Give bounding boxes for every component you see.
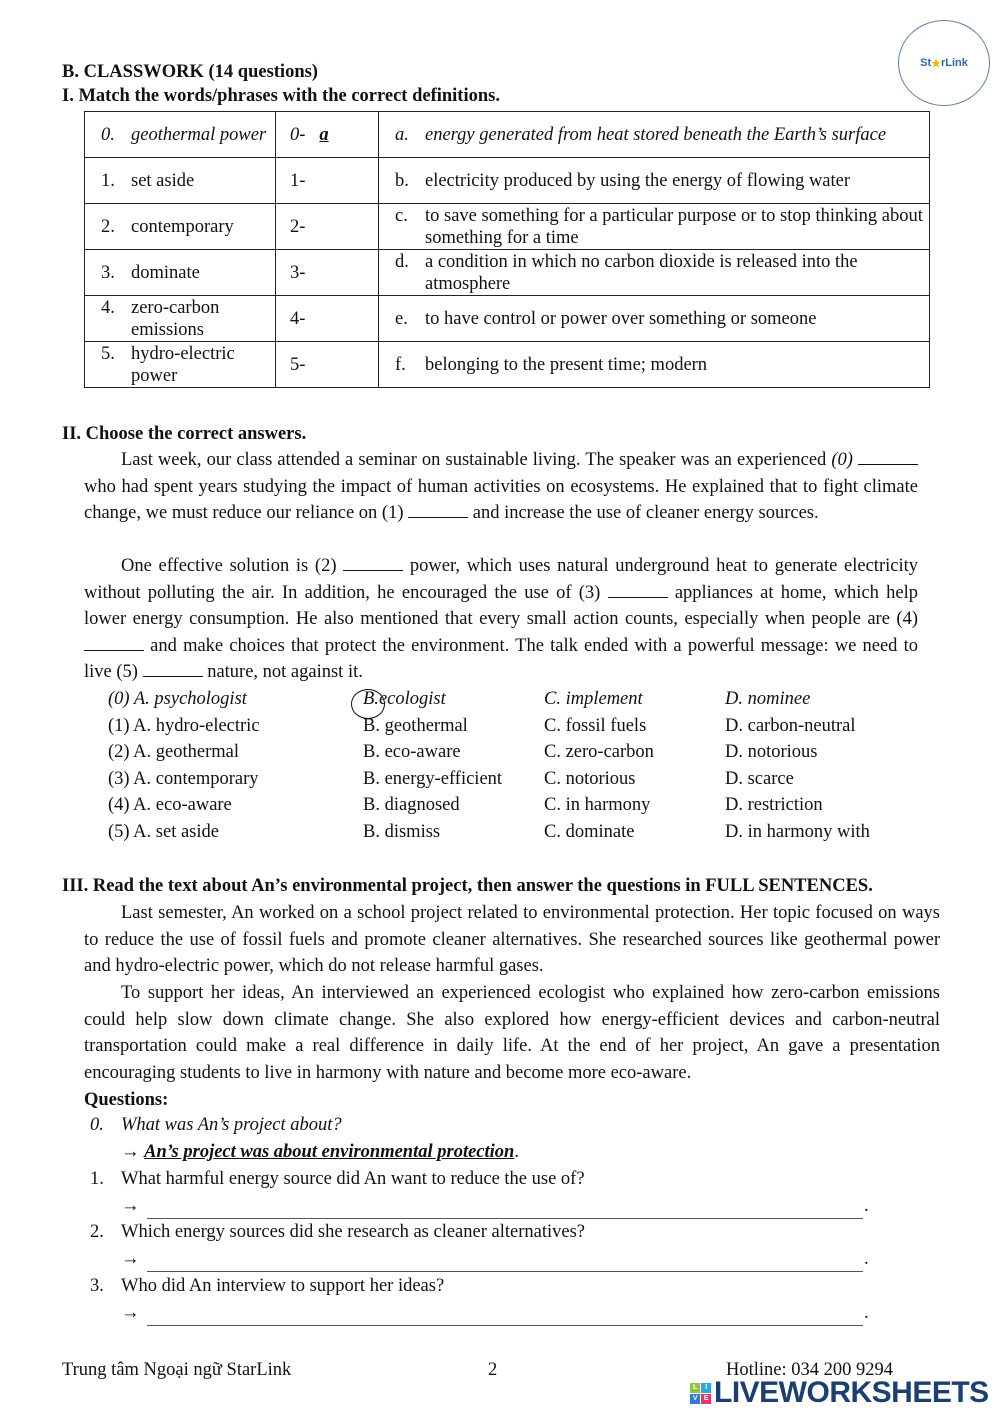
option-c[interactable]: C. fossil fuels	[544, 715, 647, 736]
period: .	[864, 1248, 869, 1269]
option-text: eco-aware	[379, 742, 461, 763]
arrow-icon: →	[121, 1302, 140, 1323]
option-b[interactable]	[363, 713, 544, 740]
option-b-selected	[363, 686, 544, 713]
logo-block: I	[701, 1383, 711, 1393]
definition: to save something for a particular purpose or to stop thinking about something for a time	[425, 205, 923, 248]
arrow-icon: →	[121, 1141, 140, 1162]
definition: a condition in which no carbon dioxide is released into the atmosphere	[425, 251, 858, 294]
footer-hotline: Hotline: 034 200 9294	[726, 1360, 894, 1380]
option-c: C. implement	[544, 689, 643, 709]
option-a[interactable]: (5) A. set aside	[108, 821, 219, 842]
definition: belonging to the present time; modern	[425, 354, 708, 375]
option-text: energy-efficient	[379, 768, 503, 789]
answer-prefix: 5-	[290, 354, 306, 375]
word: zero-carbon emissions	[131, 297, 220, 340]
option-a[interactable]: (4) A. eco-aware	[108, 795, 232, 816]
option-letter: B.	[363, 795, 380, 816]
answer-example: a	[319, 124, 329, 145]
answer-input-1[interactable]	[276, 158, 379, 204]
option-letter: B.	[363, 715, 380, 736]
logo-text: rLink	[940, 57, 968, 69]
definition-letter: b.	[395, 170, 409, 191]
blank-2[interactable]	[343, 554, 403, 571]
option-b[interactable]	[363, 766, 544, 793]
word: set aside	[131, 170, 195, 191]
selected-circle: B.	[363, 689, 379, 709]
option-b[interactable]	[363, 819, 544, 846]
option-row-2	[108, 739, 928, 766]
answer-prefix: 0-	[290, 124, 306, 145]
option-row-5	[108, 819, 928, 846]
question-text: Who did An interview to support her ideas?	[121, 1276, 445, 1296]
table-row	[85, 296, 930, 342]
item-number: 5.	[101, 343, 115, 364]
liveworksheets-watermark	[690, 1376, 989, 1410]
question-number: 0.	[90, 1115, 104, 1135]
part2-title: II. Choose the correct answers.	[62, 424, 307, 444]
option-a[interactable]: (3) A. contemporary	[108, 768, 259, 789]
blank-3[interactable]	[608, 581, 668, 598]
definition-letter: e.	[395, 308, 408, 329]
page-number: 2	[488, 1360, 498, 1380]
word: hydro-electric power	[131, 343, 235, 386]
table-row	[85, 204, 930, 250]
blank-4[interactable]	[84, 634, 144, 651]
text: Last week, our class attended a seminar on sustainable living. The speaker was an experienced	[121, 450, 832, 470]
word: contemporary	[131, 216, 234, 237]
definition: electricity produced by using the energy of flowing water	[425, 170, 851, 191]
option-c[interactable]: C. in harmony	[544, 795, 651, 816]
option-b[interactable]	[363, 792, 544, 819]
option-b[interactable]	[363, 739, 544, 766]
question-number: 1.	[90, 1169, 104, 1189]
part2-paragraph-1	[84, 447, 918, 527]
option-row-3	[108, 766, 928, 793]
text: Last semester, An worked on a school project related to environmental protection. Her topic focused on ways to reduce the use of fossil fuels and promote cleaner alternatives. She researched sources like geothermal power and hydro-electric power, which do not release harmful gases.	[84, 903, 940, 976]
question-number: 3.	[90, 1276, 104, 1296]
option-c[interactable]: C. zero-carbon	[544, 742, 654, 763]
item-number: 2.	[101, 216, 115, 237]
text: appliances at home, which help lower energy consumption. He also mentioned that every small action counts, especially when people are (4)	[84, 582, 918, 629]
option-text: dismiss	[379, 821, 441, 842]
example-answer: An’s project was about environmental protection	[144, 1141, 515, 1162]
option-d: D. nominee	[725, 689, 811, 709]
questions-label: Questions:	[84, 1090, 169, 1110]
logo-block: L	[690, 1383, 700, 1393]
part1-title: I. Match the words/phrases with the correct definitions.	[62, 86, 500, 106]
part2-paragraph-2	[84, 553, 918, 686]
logo-block: E	[701, 1394, 711, 1404]
definition-letter: a.	[395, 124, 409, 145]
answer-line-2[interactable]	[147, 1253, 863, 1272]
option-letter: B.	[363, 742, 380, 763]
text: and increase the use of cleaner energy sources.	[468, 503, 819, 523]
starlink-logo	[898, 20, 990, 106]
definition: energy generated from heat stored beneath the Earth’s surface	[425, 124, 887, 145]
watermark-text: LIVEWORKSHEETS	[714, 1376, 989, 1409]
table-row	[85, 342, 930, 388]
liveworksheets-logo-icon	[690, 1383, 711, 1404]
part3-title: III. Read the text about An’s environmental project, then answer the questions in FULL SENTENCES.	[62, 876, 873, 896]
definition-letter: d.	[395, 251, 409, 272]
option-c[interactable]: C. notorious	[544, 768, 636, 789]
item-number: 3.	[101, 262, 115, 283]
definition: to have control or power over something or someone	[425, 308, 817, 329]
option-c[interactable]: C. dominate	[544, 821, 635, 842]
section-title: B. CLASSWORK (14 questions)	[62, 62, 318, 82]
answer-input-4[interactable]	[276, 296, 379, 342]
matching-table	[84, 111, 930, 388]
option-d[interactable]: D. restriction	[725, 795, 823, 816]
part3-paragraph-1	[84, 900, 940, 980]
definition-letter: f.	[395, 354, 406, 375]
answer-prefix: 1-	[290, 170, 306, 191]
answer-prefix: 2-	[290, 216, 306, 237]
option-a[interactable]: (1) A. hydro-electric	[108, 715, 260, 736]
question-number: 2.	[90, 1222, 104, 1242]
options-grid	[108, 686, 928, 846]
star-icon: ★	[931, 57, 941, 70]
answer-prefix: 4-	[290, 308, 306, 329]
logo-block: V	[690, 1394, 700, 1404]
question-3	[90, 1273, 890, 1326]
option-d[interactable]: D. in harmony with	[725, 821, 870, 842]
question-text: Which energy sources did she research as cleaner alternatives?	[121, 1222, 585, 1242]
period: .	[864, 1302, 869, 1323]
answer-input-5[interactable]	[276, 342, 379, 388]
logo-text: St	[920, 57, 932, 69]
text: power, which uses natural underground heat to generate electricity without polluting the air. In addition, he encouraged the use of (3)	[84, 556, 918, 603]
question-0	[90, 1112, 890, 1165]
text: and make choices that protect the environment. The talk ended with a powerful message: we need to live (5)	[84, 635, 918, 682]
text: One effective solution is (2)	[121, 556, 344, 576]
footer-center-name: Trung tâm Ngoại ngữ StarLink	[62, 1360, 292, 1380]
option-d[interactable]: D. carbon-neutral	[725, 715, 856, 736]
blank-number: (0)	[831, 450, 853, 470]
option-letter: B.	[363, 768, 380, 789]
question-2	[90, 1219, 890, 1272]
table-row	[85, 112, 930, 158]
blank-5[interactable]	[143, 660, 203, 677]
question-text: What harmful energy source did An want to reduce the use of?	[121, 1169, 585, 1189]
table-row	[85, 158, 930, 204]
option-row-0	[108, 686, 928, 713]
option-text: diagnosed	[379, 795, 460, 816]
definition-letter: c.	[395, 205, 408, 226]
option-text: ecologist	[378, 689, 446, 709]
answer-line-1[interactable]	[147, 1200, 863, 1219]
arrow-icon: →	[121, 1195, 140, 1216]
arrow-icon: →	[121, 1248, 140, 1269]
part3-paragraph-2	[84, 980, 940, 1086]
blank-0	[858, 448, 918, 465]
answer-input-2[interactable]	[276, 204, 379, 250]
period: .	[864, 1195, 869, 1216]
table-row	[85, 250, 930, 296]
answer-prefix: 3-	[290, 262, 306, 283]
option-d[interactable]: D. scarce	[725, 768, 794, 789]
option-a[interactable]: (2) A. geothermal	[108, 742, 239, 763]
option-text: geothermal	[379, 715, 468, 736]
text: who had spent years studying the impact of human activities on ecosystems. He explained that to fight climate change, we must reduce our reliance on (1)	[84, 476, 918, 523]
answer-line-3[interactable]	[147, 1307, 863, 1326]
option-letter: B.	[363, 821, 380, 842]
option-a: (0) A. psychologist	[108, 689, 247, 709]
text: nature, not against it.	[202, 662, 363, 682]
blank-1[interactable]	[408, 501, 468, 518]
word: dominate	[131, 262, 200, 283]
item-number: 4.	[101, 297, 115, 318]
question-1	[90, 1166, 890, 1219]
option-row-4	[108, 792, 928, 819]
answer-input-3[interactable]	[276, 250, 379, 296]
period: .	[514, 1141, 519, 1162]
item-number: 1.	[101, 170, 115, 191]
option-d[interactable]: D. notorious	[725, 742, 818, 763]
option-row-1	[108, 713, 928, 740]
question-text: What was An’s project about?	[121, 1115, 342, 1135]
word: geothermal power	[131, 124, 267, 145]
text: To support her ideas, An interviewed an experienced ecologist who explained how zero-carbon emissions could help slow down climate change. She also explored how energy-efficient devices and carbon-neutral transportation could make a real difference in daily life. At the end of her project, An gave a presentation encouraging students to live in harmony with nature and become more eco-aware.	[84, 983, 940, 1083]
item-number: 0.	[101, 124, 115, 145]
